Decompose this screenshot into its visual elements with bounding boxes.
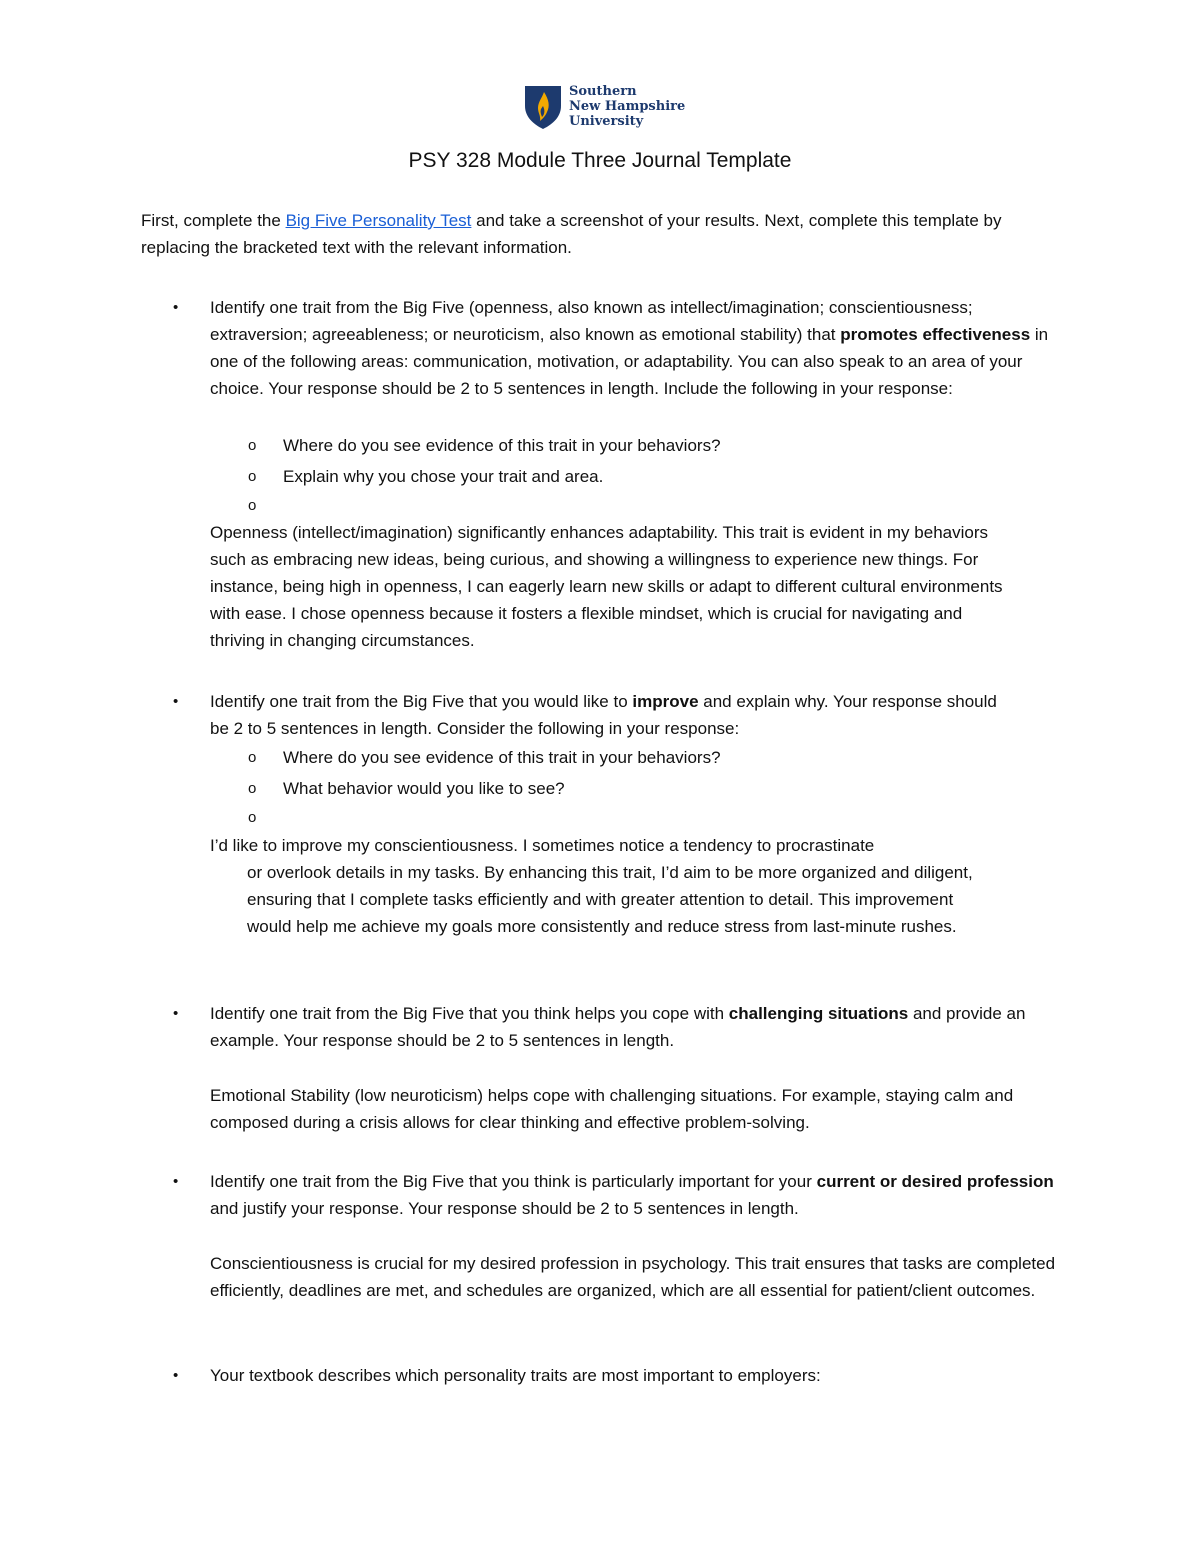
shield-flame-icon [523,84,563,130]
university-logo [523,84,693,132]
section-1-answer: Openness (intellect/imagination) significantly enhances adaptability. This trait is evident in my behaviors such as embracing new ideas, being curious, and showing a willingness to experience new things. For instance, being high in openness, I can eagerly learn new skills or adapt to different cultural environments with ease. I chose openness because it fosters a flexible mindset, which is crucial for navigating and thriving in changing circumstances. [210,523,1003,650]
section-3-prompt-b: and provide an example. Your response should be 2 to 5 sentences in length. [210,1004,1026,1050]
intro-text-before: First, complete the [141,211,286,230]
section-1-prompt-bold: promotes effectiveness [840,325,1031,344]
section-4-prompt-bold: current or desired profession [816,1172,1054,1191]
big-five-test-link[interactable]: Big Five Personality Test [285,211,472,230]
section-1-prompt [210,294,1060,402]
section-4-answer: Conscientiousness is crucial for my desired profession in psychology. This trait ensures that tasks are completed efficiently, deadlines are met, and schedules are organized, which are all essential for patient/client outcomes. [210,1254,1056,1300]
bullet-icon: • [173,1173,179,1190]
section-4-prompt-b: and justify your response. Your response should be 2 to 5 sentences in length. [210,1199,799,1218]
section-2-prompt-a: Identify one trait from the Big Five that you would like to [210,692,633,711]
logo-line-1: Southern [569,84,637,99]
section-1-sub-2: Explain why you chose your trait and area. [283,467,604,486]
section-3-answer: Emotional Stability (low neuroticism) helps cope with challenging situations. For example, staying calm and composed during a crisis allows for clear thinking and effective problem-solving. [210,1086,1014,1132]
sub-bullet-icon: o [248,437,257,454]
sub-bullet-icon: o [248,497,257,514]
bullet-icon: • [173,1005,179,1022]
section-2-sub-1: Where do you see evidence of this trait in your behaviors? [283,748,721,767]
bullet-icon: • [173,1367,179,1384]
section-2-answer-rest: or overlook details in my tasks. By enhancing this trait, I’d aim to be more organized and diligent, ensuring that I complete tasks efficiently and with greater attention to detail. This improvement would help me achieve my goals more consistently and reduce stress from last-minute rushes. [247,863,973,936]
page-title: PSY 328 Module Three Journal Template [408,149,792,172]
sub-bullet-icon: o [248,780,257,797]
sub-bullet-icon: o [248,749,257,766]
section-3-prompt-a: Identify one trait from the Big Five that you think helps you cope with [210,1004,729,1023]
section-2-answer-first-line: I’d like to improve my conscientiousness. I sometimes notice a tendency to procrastinate [210,836,875,855]
section-1-sub-1: Where do you see evidence of this trait in your behaviors? [283,436,721,455]
sub-bullet-icon: o [248,468,257,485]
section-4-prompt-a: Identify one trait from the Big Five that you think is particularly important for your [210,1172,817,1191]
section-1-prompt-b: in one of the following areas: communication, motivation, or adaptability. You can also speak to an area of your choice. Your response should be 2 to 5 sentences in length. Include the following in your response: [210,325,1049,398]
section-2-sub-2: What behavior would you like to see? [283,779,565,798]
bullet-icon: • [173,693,179,710]
section-3-prompt [210,1000,1070,1054]
section-3-prompt-bold: challenging situations [728,1004,909,1023]
section-5-prompt: Your textbook describes which personality traits are most important to employers: [210,1366,821,1385]
section-2-prompt-b: and explain why. Your response should be 2 to 5 sentences in length. Consider the following in your response: [210,692,997,738]
logo-wordmark [569,84,685,129]
intro-paragraph [141,207,1061,261]
section-1-prompt-a: Identify one trait from the Big Five (openness, also known as intellect/imagination; conscientiousness; extraversion; agreeableness; or neuroticism, also known as emotional stability) that [210,298,973,344]
logo-line-2: New Hampshire [569,99,686,114]
intro-text-after: and take a screenshot of your results. Next, complete this template by replacing the bracketed text with the relevant information. [141,211,1002,257]
bullet-icon: • [173,299,179,316]
section-4-prompt [210,1168,1070,1222]
sub-bullet-icon: o [248,809,257,826]
section-2-prompt-bold: improve [632,692,699,711]
logo-line-3: University [569,114,644,129]
section-2-prompt [210,688,1000,742]
